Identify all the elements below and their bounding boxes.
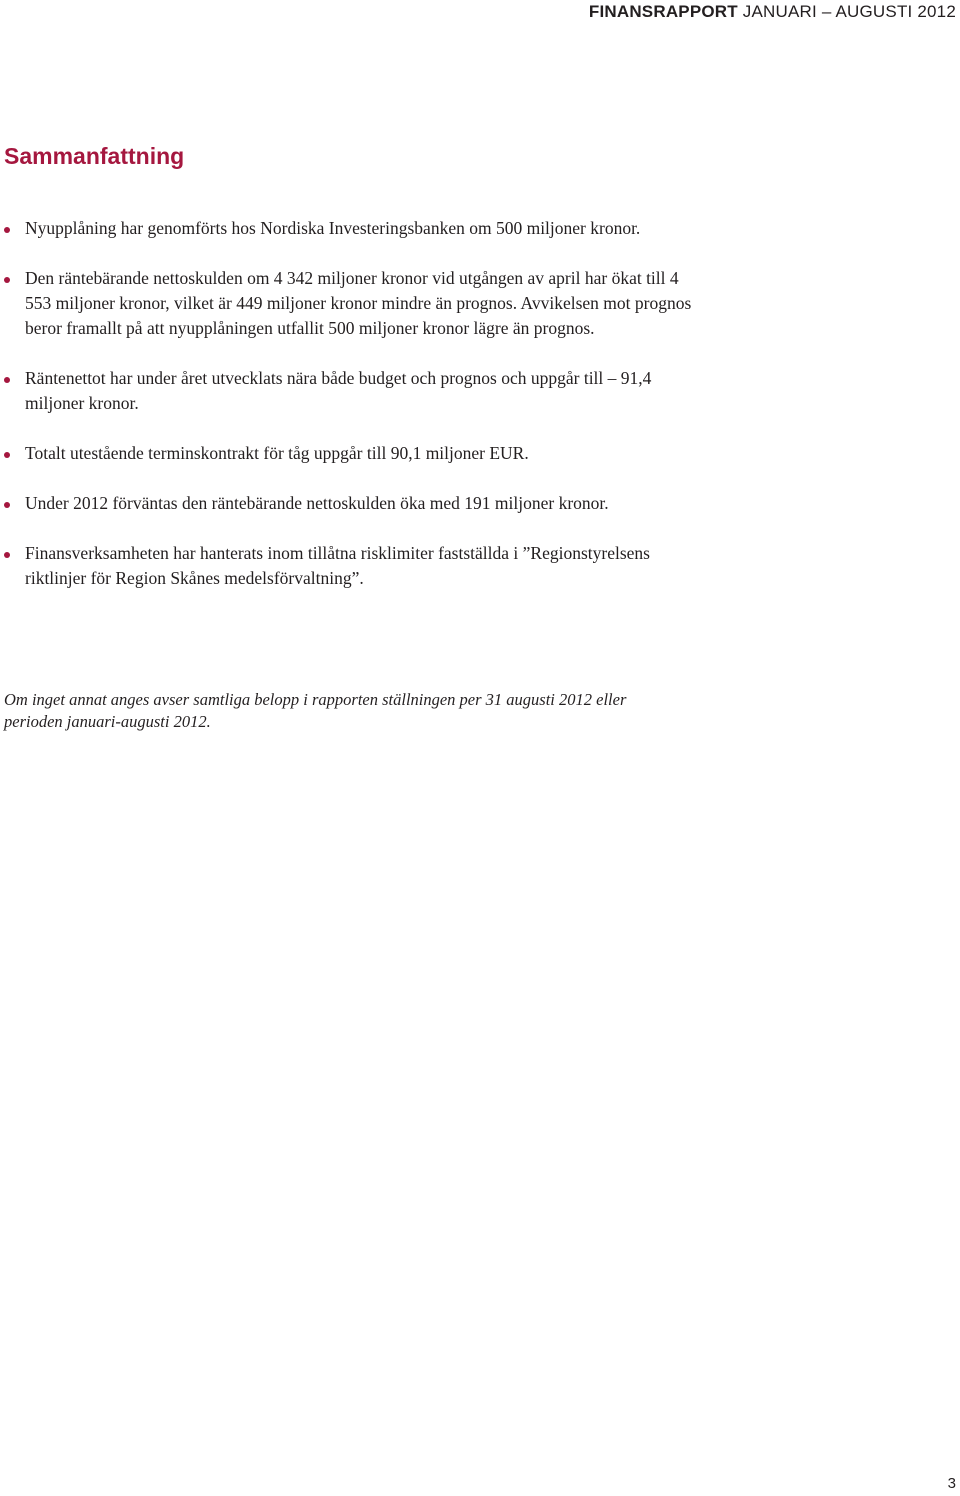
list-item	[0, 491, 700, 516]
bullet-dot-icon	[4, 377, 10, 383]
list-item	[0, 541, 700, 591]
list-item-text: Den räntebärande nettoskulden om 4 342 miljoner kronor vid utgången av april har ökat till 4 553 miljoner kronor, vilket är 449 miljoner kronor mindre än prognos. Avvikelsen mot prognos beror framallt på att nyupplåningen utfallit 500 miljoner kronor lägre än prognos.	[25, 268, 692, 338]
list-item-text: Totalt utestående terminskontrakt för tåg uppgår till 90,1 miljoner EUR.	[25, 443, 529, 463]
bullet-dot-icon	[4, 227, 10, 233]
list-item	[0, 266, 700, 341]
report-period: JANUARI – AUGUSTI 2012	[742, 2, 956, 21]
footnote: Om inget annat anges avser samtliga belopp i rapporten ställningen per 31 augusti 2012 eller perioden januari-augusti 2012.	[4, 690, 627, 731]
list-item-text: Finansverksamheten har hanterats inom tillåtna risklimiter fastställda i ”Regionstyrelsens riktlinjer för Region Skånes medelsförvaltning”.	[25, 543, 650, 588]
report-title: FINANSRAPPORT	[588, 2, 738, 21]
list-item-text: Under 2012 förväntas den räntebärande nettoskulden öka med 191 miljoner kronor.	[25, 493, 609, 513]
running-header	[589, 2, 956, 22]
list-item-text: Räntenettot har under året utvecklats nära både budget och prognos och uppgår till – 91,4 miljoner kronor.	[25, 368, 652, 413]
list-item-text: Nyupplåning har genomförts hos Nordiska Investeringsbanken om 500 miljoner kronor.	[25, 218, 641, 238]
bullet-dot-icon	[4, 502, 10, 508]
page-number: 3	[947, 1475, 956, 1492]
list-item	[0, 366, 700, 416]
bullet-dot-icon	[4, 277, 10, 283]
summary-list	[0, 216, 700, 616]
bullet-dot-icon	[4, 452, 10, 458]
section-title: Sammanfattning	[4, 143, 185, 169]
list-item	[0, 441, 700, 466]
list-item	[0, 216, 700, 241]
bullet-dot-icon	[4, 552, 10, 558]
